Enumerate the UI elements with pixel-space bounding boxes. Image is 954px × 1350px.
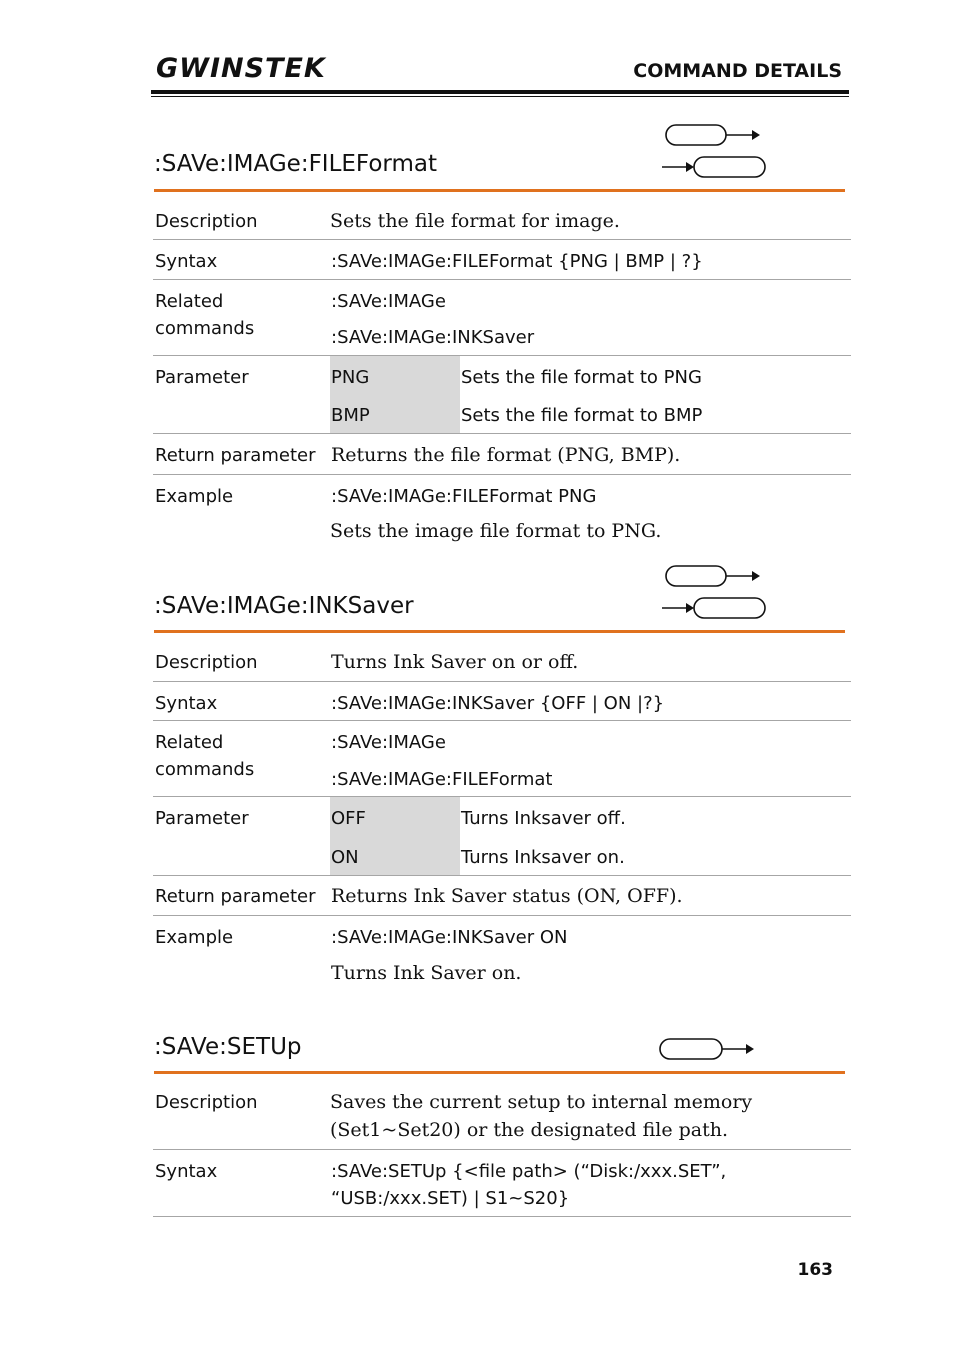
related-command: :SAVe:IMAGe:FILEFormat xyxy=(331,769,553,790)
label-description: Description xyxy=(155,652,258,673)
example-desc: Turns Ink Saver on. xyxy=(331,962,522,984)
section-title: :SAVe:SETUp xyxy=(154,1034,302,1060)
syntax-text: :SAVe:SETUp {<file path> (“Disk:/xxx.SET”, xyxy=(331,1161,727,1182)
related-command: :SAVe:IMAGe xyxy=(331,732,446,753)
label-return: Return parameter xyxy=(155,445,316,466)
row-divider xyxy=(153,915,851,916)
label-return: Return parameter xyxy=(155,886,316,907)
return-text: Returns the file format (PNG, BMP). xyxy=(331,444,681,466)
param-desc: Sets the file format to PNG xyxy=(461,367,702,388)
example-desc: Sets the image file format to PNG. xyxy=(330,520,662,542)
set-query-command-icon xyxy=(660,122,768,180)
row-divider xyxy=(153,433,851,434)
param-name: PNG xyxy=(331,367,370,388)
header-rule xyxy=(151,90,849,94)
syntax-text: :SAVe:IMAGe:INKSaver {OFF | ON |?} xyxy=(331,693,665,714)
row-divider xyxy=(153,1216,851,1217)
section-rule xyxy=(154,630,845,633)
param-name: ON xyxy=(331,847,359,868)
label-syntax: Syntax xyxy=(155,693,218,714)
row-divider xyxy=(153,875,851,876)
param-desc: Sets the file format to BMP xyxy=(461,405,703,426)
related-command: :SAVe:IMAGe:INKSaver xyxy=(331,327,535,348)
label-syntax: Syntax xyxy=(155,1161,218,1182)
row-divider xyxy=(153,1149,851,1150)
row-divider xyxy=(153,239,851,240)
label-example: Example xyxy=(155,927,234,948)
syntax-text: :SAVe:IMAGe:FILEFormat {PNG | BMP | ?} xyxy=(331,251,703,272)
label-example: Example xyxy=(155,486,234,507)
description-text: Turns Ink Saver on or off. xyxy=(331,651,579,673)
header-rule-thin xyxy=(151,96,849,97)
param-desc: Turns Inksaver off. xyxy=(461,808,626,829)
description-text: Sets the file format for image. xyxy=(330,210,620,232)
label-parameter: Parameter xyxy=(155,367,249,388)
label-related: Related xyxy=(155,291,224,312)
param-desc: Turns Inksaver on. xyxy=(461,847,625,868)
related-command: :SAVe:IMAGe xyxy=(331,291,446,312)
row-divider xyxy=(153,720,851,721)
label-syntax: Syntax xyxy=(155,251,218,272)
label-description: Description xyxy=(155,211,258,232)
return-text: Returns Ink Saver status (ON, OFF). xyxy=(331,885,683,907)
section-rule xyxy=(154,189,845,192)
label-description: Description xyxy=(155,1092,258,1113)
label-related: Related xyxy=(155,732,224,753)
row-divider xyxy=(153,279,851,280)
example-command: :SAVe:IMAGe:INKSaver ON xyxy=(331,927,568,948)
row-divider xyxy=(153,474,851,475)
section-rule xyxy=(154,1071,845,1074)
section-title: :SAVe:IMAGe:FILEFormat xyxy=(154,151,437,177)
section-title: :SAVe:IMAGe:INKSaver xyxy=(154,593,414,619)
label-related-2: commands xyxy=(155,318,255,339)
description-text: Saves the current setup to internal memory xyxy=(330,1091,753,1113)
description-text: (Set1~Set20) or the designated file path. xyxy=(330,1119,729,1141)
row-divider xyxy=(153,681,851,682)
set-query-command-icon xyxy=(660,563,768,621)
example-command: :SAVe:IMAGe:FILEFormat PNG xyxy=(331,486,597,507)
param-name: BMP xyxy=(331,405,370,426)
param-name: OFF xyxy=(331,808,366,829)
syntax-text: “USB:/xxx.SET) | S1~S20} xyxy=(331,1188,570,1209)
set-command-icon xyxy=(656,1037,760,1063)
row-divider xyxy=(153,796,851,797)
label-parameter: Parameter xyxy=(155,808,249,829)
page-number: 163 xyxy=(797,1260,833,1280)
label-related-2: commands xyxy=(155,759,255,780)
gw-instek-logo: GWINSTEK xyxy=(156,53,326,84)
row-divider xyxy=(153,355,851,356)
chapter-title: COMMAND DETAILS xyxy=(633,60,842,82)
